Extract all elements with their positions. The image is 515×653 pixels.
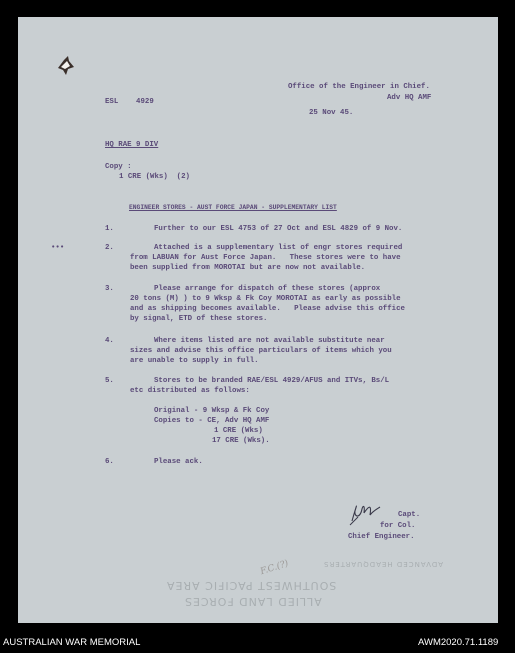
signature-for: for Col. [380, 522, 416, 530]
subject-line: ENGINEER STORES - AUST FORCE JAPAN - SUPPLEMENTARY LIST [129, 204, 337, 211]
copy-label: Copy : [105, 163, 132, 171]
distribution-item: 17 CRE (Wks). [212, 437, 270, 445]
document-page [18, 17, 498, 623]
para-line: and as shipping becomes available. Please advise this office [130, 305, 405, 313]
para-number: 2. [105, 244, 114, 252]
para-number: 6. [105, 458, 114, 466]
para-number: 4. [105, 337, 114, 345]
stamp-line-1: ADVANCED HEADQUARTERS [323, 560, 443, 568]
signature-rank: Capt. [398, 511, 421, 519]
stamp-line-3: ALLIED LAND FORCES [184, 595, 322, 608]
addressee: HQ RAE 9 DIV [105, 141, 159, 149]
para-line: from LABUAN for Aust Force Japan. These stores were to have [130, 254, 401, 262]
distribution-item: 1 CRE (Wks) [214, 427, 263, 435]
para-line: are unable to supply in full. [130, 357, 259, 365]
stamp-line-2: SOUTHWEST PACIFIC AREA [166, 579, 337, 592]
punch-hole-mark-icon [55, 54, 77, 78]
reference-number: ESL 4929 [105, 98, 154, 106]
para-line: Please ack. [154, 458, 203, 466]
pencil-note: F.C.(?) [259, 558, 290, 578]
footer-institution: AUSTRALIAN WAR MEMORIAL [3, 637, 141, 648]
para-line: 20 tons (M) ) to 9 Wksp & Fk Coy MOROTAI as early as possible [130, 295, 401, 303]
distribution-original: Original - 9 Wksp & Fk Coy [154, 407, 270, 415]
office-line-1: Office of the Engineer in Chief. [288, 83, 430, 91]
para-line: by signal, ETD of these stores. [130, 315, 268, 323]
margin-mark: ••• [51, 244, 65, 252]
para-line: Attached is a supplementary list of engr stores required [154, 244, 403, 252]
distribution-copies: Copies to - CE, Adv HQ AMF [154, 417, 270, 425]
copy-line: 1 CRE (Wks) (2) [119, 173, 190, 181]
para-line: etc distributed as follows: [130, 387, 250, 395]
para-line: Stores to be branded RAE/ESL 4929/AFUS and ITVs, Bs/L [154, 377, 390, 385]
footer-accession: AWM2020.71.1189 [418, 637, 499, 648]
para-line: Please arrange for dispatch of these stores (approx [154, 285, 381, 293]
para-line: Where items listed are not available substitute near [154, 337, 385, 345]
para-number: 3. [105, 285, 114, 293]
office-line-2: Adv HQ AMF [387, 94, 432, 102]
para-line: Further to our ESL 4753 of 27 Oct and ESL 4829 of 9 Nov. [154, 225, 403, 233]
signature-title: Chief Engineer. [348, 533, 415, 541]
para-number: 5. [105, 377, 114, 385]
para-line: sizes and advise this office particulars of items which you [130, 347, 392, 355]
para-number: 1. [105, 225, 114, 233]
letter-date: 25 Nov 45. [309, 109, 354, 117]
para-line: been supplied from MOROTAI but are now not available. [130, 264, 366, 272]
